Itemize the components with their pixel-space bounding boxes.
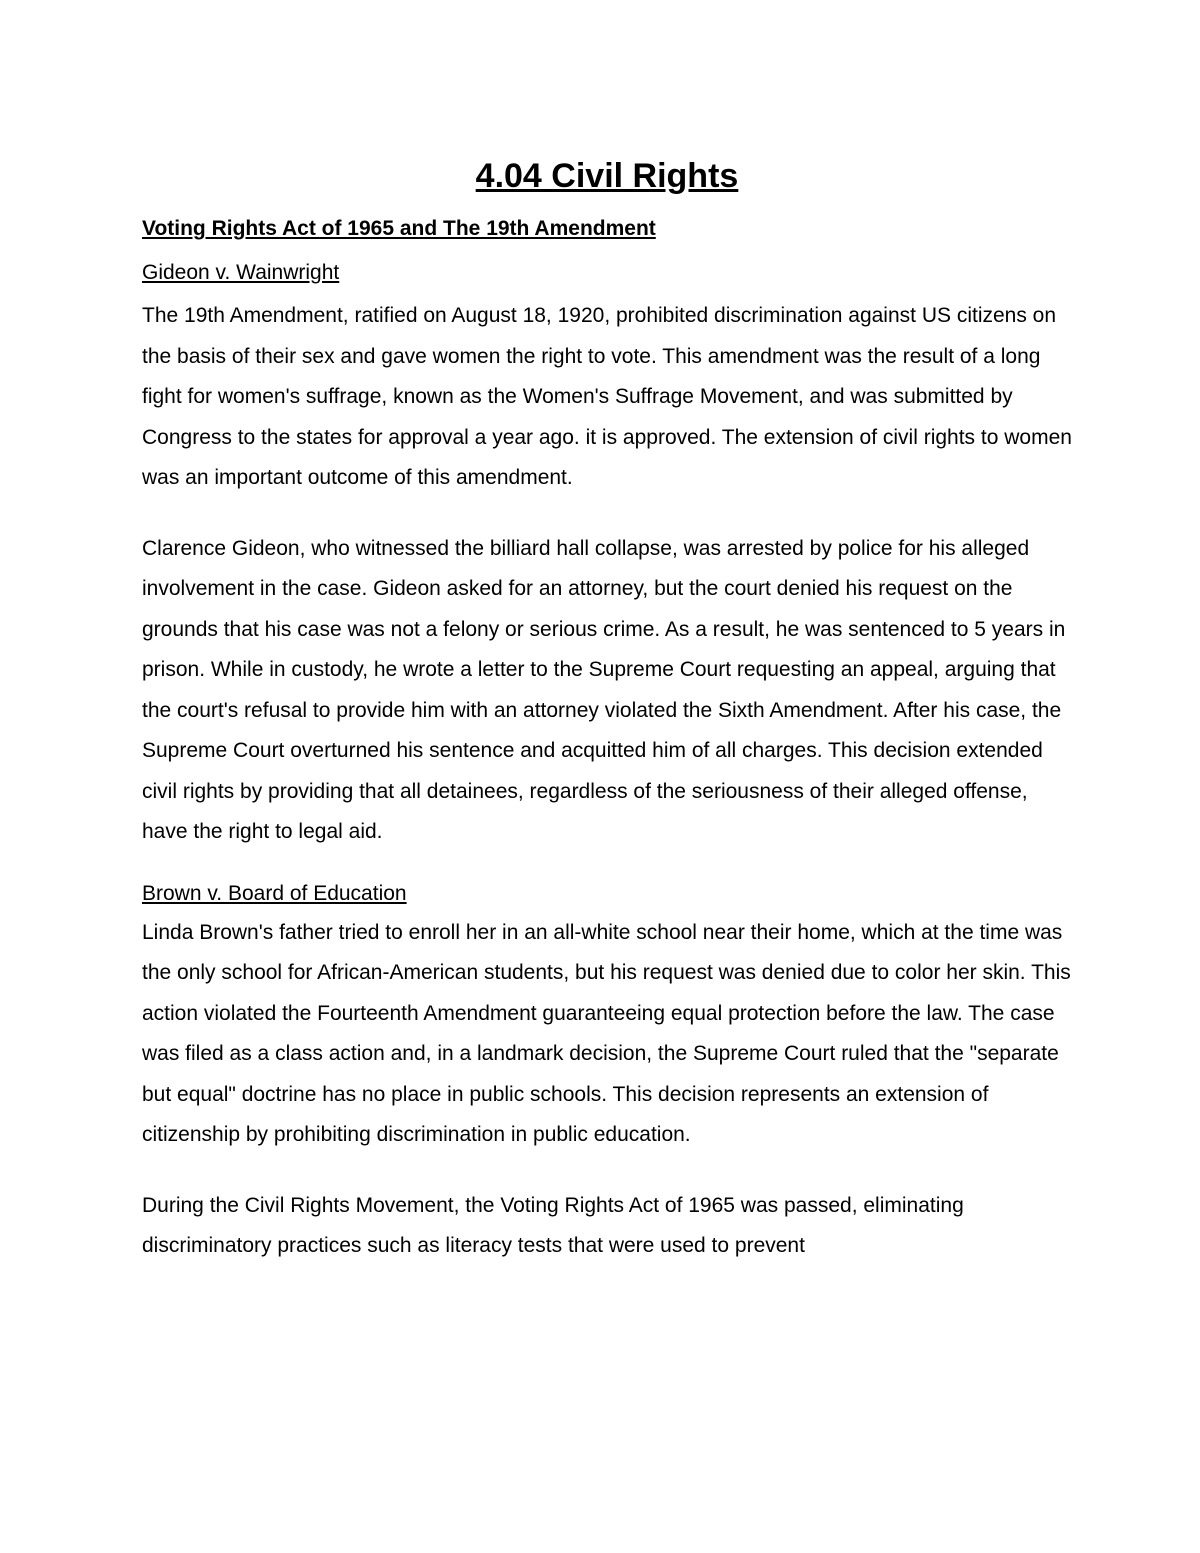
paragraph-voting-rights-act: During the Civil Rights Movement, the Voting Rights Act of 1965 was passed, eliminating discriminatory practices such as literacy tests that were used to prevent bbox=[142, 1193, 964, 1257]
paragraph-brown: Linda Brown's father tried to enroll her in an all-white school near their home, which at the time was the only school for African-American students, but his request was denied due to color her skin. This action violated the Fourteenth Amendment guaranteeing equal protection before the law. The case was filed as a class action and, in a landmark decision, the Supreme Court ruled that the "separate but equal" doctrine has no place in public schools. This decision represents an extension of citizenship by prohibiting discrimination in public education. bbox=[142, 920, 1071, 1146]
paragraph-19th-amendment: The 19th Amendment, ratified on August 18, 1920, prohibited discrimination against US citizens on the basis of their sex and gave women the right to vote. This amendment was the result of a long fight for women's suffrage, known as the Women's Suffrage Movement, and was submitted by Congress to the states for approval a year ago. it is approved. The extension of civil rights to women was an important outcome of this amendment. bbox=[142, 304, 1072, 489]
paragraph-gideon: Clarence Gideon, who witnessed the billiard hall collapse, was arrested by police for his alleged involvement in the case. Gideon asked for an attorney, but the court denied his request on the grounds that his case was not a felony or serious crime. As a result, he was sentenced to 5 years in prison. While in custody, he wrote a letter to the Supreme Court requesting an appeal, arguing that the court's refusal to provide him with an attorney violated the Sixth Amendment. After his case, the Supreme Court overturned his sentence and acquitted him of all charges. This decision extended civil rights by providing that all detainees, regardless of the seriousness of their alleged offense, have the right to legal aid. bbox=[142, 536, 1066, 843]
section-heading-gideon: Gideon v. Wainwright bbox=[142, 261, 340, 284]
document-page bbox=[142, 150, 1072, 1267]
document-subtitle: Voting Rights Act of 1965 and The 19th Amendment bbox=[142, 217, 656, 240]
document-title: 4.04 Civil Rights bbox=[475, 157, 739, 195]
section-heading-brown: Brown v. Board of Education bbox=[142, 881, 407, 905]
